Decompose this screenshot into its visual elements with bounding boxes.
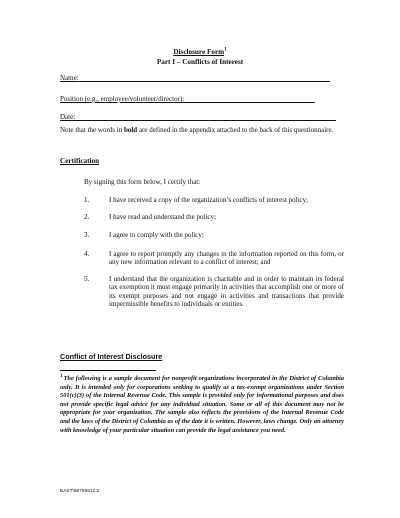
item-number: 5. — [84, 275, 90, 283]
footnote-divider — [60, 370, 156, 371]
position-line[interactable] — [184, 95, 315, 103]
conflict-disclosure-heading: Conflict of Interest Disclosure — [60, 352, 163, 361]
footnote-mark: 1 — [60, 373, 63, 379]
item-number: 4. — [84, 250, 90, 258]
certification-heading: Certification — [60, 157, 100, 165]
item-text: I have read and understand the policy; — [109, 213, 216, 221]
form-title — [0, 48, 400, 67]
position-label: Position (e.g., employee/volunteer/director): — [60, 95, 185, 103]
footnote — [60, 375, 344, 435]
position-field[interactable] — [60, 95, 315, 103]
date-line[interactable] — [75, 113, 336, 121]
certification-intro: By signing this form below, I certify that: — [84, 178, 201, 186]
date-field[interactable] — [60, 113, 336, 121]
title-footnote-ref[interactable]: 1 — [224, 47, 227, 53]
item-text: I agree to report promptly any changes in the information reported on this form, or any new information relevant to a conflict of interest; and — [109, 250, 344, 267]
footnote-text: The following is a sample document for nonprofit organizations incorporated in the District of Columbia only. It is intended only for corporations seeking to qualify as a tax-exempt organizations under Section 501(c)(3) of the Internal Revenue Code. This sample is provided only for informational purposes and does not provide specific legal advice for any individual situation. Some or all of this document may not be appropriate for your organization. The sample also reflects the provisions of the Internal Revenue Code and the laws of the District of Columbia as of the date it is written. However, laws change. Only an attorney with knowledge of your particular situation can provide the legal assistance you need. — [60, 375, 344, 434]
note-text-start: Note that the words in — [60, 126, 124, 134]
name-label: Name: — [60, 74, 79, 82]
item-text: I understand that the organization is charitable and in order to maintain its federal tax exemption it must engage primarily in activities that accomplish one or more of its exempt purposes and not engage in activities and transactions that provide impermissible benefits to individuals or entities. — [109, 275, 344, 308]
name-field[interactable] — [60, 74, 330, 82]
note-bold-word: bold — [123, 126, 138, 134]
item-number: 1. — [84, 196, 90, 204]
date-label: Date: — [60, 113, 76, 121]
definitions-note — [60, 126, 343, 135]
document-id: EAST\58769812.2 — [60, 489, 100, 494]
name-line[interactable] — [79, 74, 330, 82]
title-main: Disclosure Form — [173, 48, 225, 56]
title-subtitle: Part I – Conflicts of Interest — [156, 57, 244, 66]
item-text: I have received a copy of the organization’s conflicts of interest policy; — [109, 196, 309, 204]
item-number: 3. — [84, 231, 90, 239]
item-text: I agree to comply with the policy; — [109, 231, 204, 239]
note-text-end: are defined in the appendix attached to the back of this questionnaire. — [137, 126, 334, 134]
item-number: 2. — [84, 213, 90, 221]
